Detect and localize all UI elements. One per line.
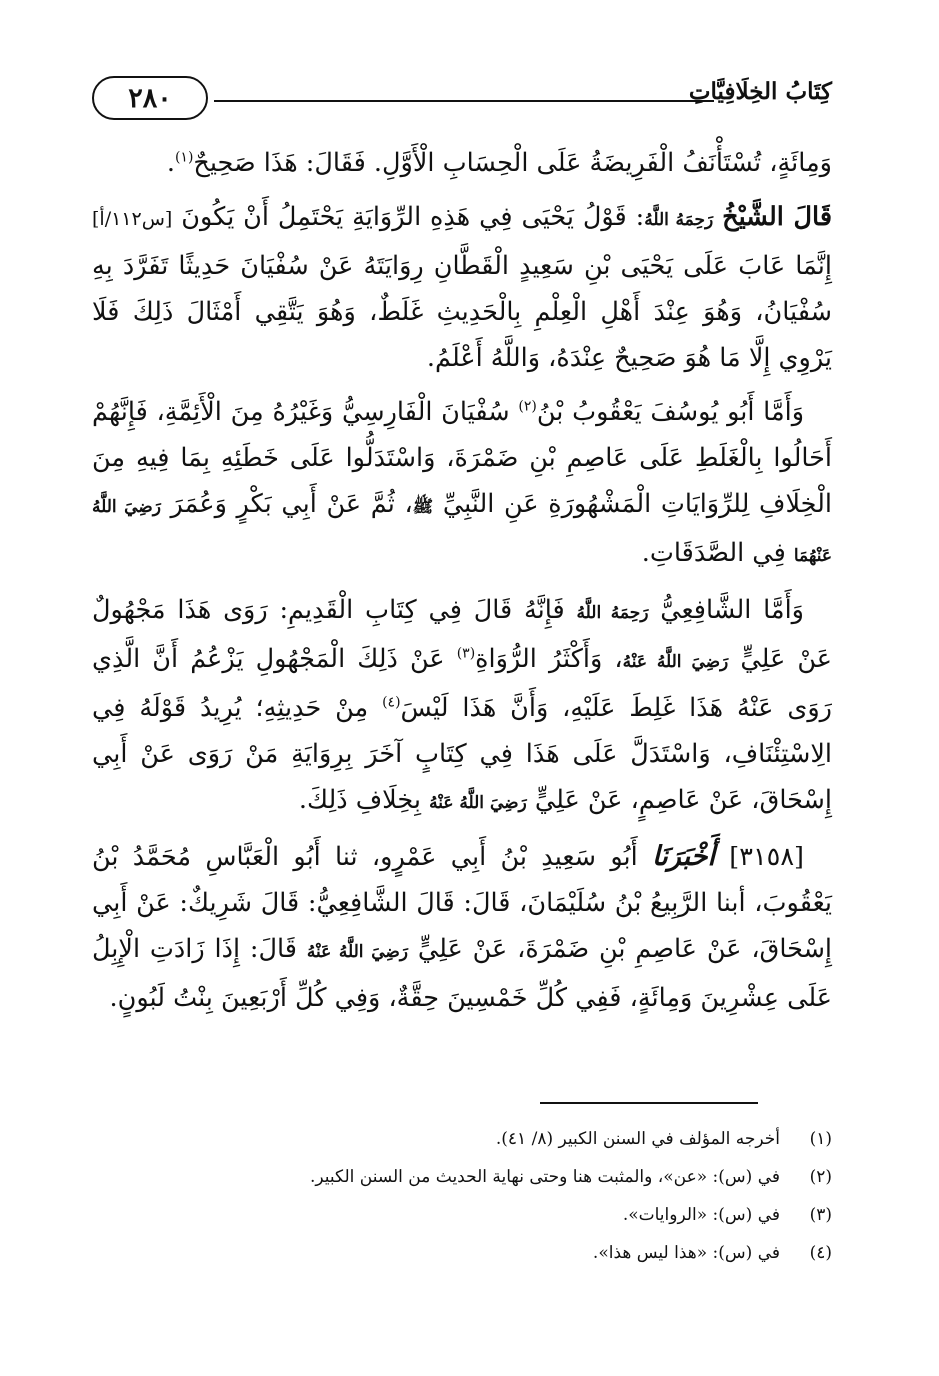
paragraph-3 bbox=[92, 389, 832, 579]
hadith-number: [٣١٥٨] bbox=[729, 842, 804, 872]
paragraph-1 bbox=[92, 140, 832, 186]
footnote-1 bbox=[92, 1120, 832, 1158]
honorific-radiyallahu-anhu: رَضِيَ اللَّهُ عَنْهُ bbox=[622, 652, 729, 672]
honorific-radiyallahu-anhu: رَضِيَ اللَّهُ عَنْهُ bbox=[429, 793, 527, 813]
honorific-rahimahullah: رَحِمَهُ اللَّهُ bbox=[576, 603, 649, 623]
footnote-text: في (س): «الروايات». bbox=[622, 1205, 780, 1225]
p3-text-a: وَأَمَّا أَبُو يُوسُفَ يَعْقُوبُ بْنُ bbox=[536, 397, 805, 427]
p3-text-b: سُفْيَانَ الْفَارِسِيُّ وَغَيْرُهُ مِنَ الْأَئِمَّةِ، فَإِنَّهُمْ أَحَالُوا بِالْغَلَطِ عَلَى عَاصِمِ بْنِ ضَمْرَةَ، وَاسْتَدَلُّوا عَلَى خَطَئِهِ بِمَا فِيهِ مِنَ الْخِلَافِ لِلرِّوَايَاتِ الْمَشْهُورَةِ عَنِ النَّبِيِّ bbox=[92, 397, 832, 519]
honorific-rahimahullah: رَحِمَهُ اللَّهُ bbox=[644, 210, 714, 230]
p4-text-b: فَإِنَّهُ قَالَ فِي كِتَابِ الْقَدِيمِ: رَوَى هَذَا مَجْهُولٌ عَنْ عَلِيٍّ bbox=[92, 595, 833, 674]
p4-text-d: عَنْ ذَلِكَ الْمَجْهُولِ يَزْعُمُ أَنَّ الَّذِي رَوَى عَنْهُ هَذَا غَلِطَ عَلَيْهِ، وَأَنَّ هَذَا لَيْسَ bbox=[92, 644, 832, 723]
footnote-ref-1: (١) bbox=[174, 149, 194, 166]
page-number-badge bbox=[92, 76, 208, 120]
footnote-ref-2: (٢) bbox=[518, 398, 537, 415]
footnote-number: (٢) bbox=[809, 1167, 832, 1187]
akhbarana-word: أَخْبَرَنَا bbox=[652, 841, 715, 872]
p5-text-a: أَبُو سَعِيدِ بْنُ أَبِي عَمْرٍو، ثنا أَبُو الْعَبَّاسِ مُحَمَّدُ بْنُ يَعْقُوبَ، أبنا الرَّبِيعُ بْنُ سُلَيْمَانَ، قَالَ: قَالَ الشَّافِعِيُّ: قَالَ شَرِيكٌ: عَنْ أَبِي إِسْحَاقَ، عَنْ عَاصِمِ بْنِ ضَمْرَةَ، عَنْ عَلِيٍّ bbox=[92, 842, 833, 964]
page-number: ٢٨٠ bbox=[128, 82, 172, 114]
p1-end: . bbox=[166, 148, 175, 178]
p2-lead: قَالَ الشَّيْخُ bbox=[722, 202, 833, 232]
footnote-text: في (س): «عن»، والمثبت هنا وحتى نهاية الحديث من السنن الكبير. bbox=[310, 1167, 780, 1187]
paragraph-2 bbox=[92, 194, 832, 381]
footnotes bbox=[92, 1120, 832, 1272]
footnote-text: في (س): «هذا ليس هذا». bbox=[592, 1243, 780, 1263]
p4-text-f: بِخِلَافِ ذَلِكَ. bbox=[298, 785, 421, 815]
running-header bbox=[92, 70, 832, 126]
footnote-ref-4: (٤) bbox=[382, 694, 401, 711]
p5-text-b: قَالَ: إِذَا زَادَتِ الْإِبِلُ عَلَى عِشْرِينَ وَمِائَةٍ، فَفِي كُلِّ خَمْسِينَ حِقَّةٌ، وَفِي كُلِّ أَرْبَعِينَ بِنْتُ لَبُونٍ. bbox=[92, 934, 832, 1013]
footnote-ref-3: (٣) bbox=[456, 645, 476, 662]
paragraph-4 bbox=[92, 587, 832, 826]
p3-text-d: فِي الصَّدَقَاتِ. bbox=[641, 538, 786, 568]
book-title: كِتَابُ الخِلَافِيَّاتِ bbox=[688, 78, 832, 105]
manuscript-ref: [س١١٢/أ] bbox=[92, 208, 173, 230]
footnote-separator bbox=[540, 1102, 758, 1104]
p4-text-a: وَأَمَّا الشَّافِعِيُّ bbox=[660, 595, 804, 625]
p2-text-b: إِنَّمَا عَابَ عَلَى يَحْيَى بْنِ سَعِيدٍ الْقَطَّانِ رِوَايَتَهُ عَنْ سُفْيَانَ حَدِيثًا تَفَرَّدَ بِهِ سُفْيَانُ، وَهُوَ عِنْدَ أَهْلِ الْعِلْمِ بِالْحَدِيثِ غَلَطٌ، وَهُوَ يَتَّقِي أَمْثَالَ ذَلِكَ فَلَا يَرْوِي إِلَّا مَا هُوَ صَحِيحٌ عِنْدَهُ، وَاللَّهُ أَعْلَمُ. bbox=[92, 251, 832, 373]
p4-text-e: مِنْ حَدِيثِهِ؛ يُرِيدُ قَوْلَهُ فِي الِاسْتِئْنَافِ، وَاسْتَدَلَّ عَلَى هَذَا فِي كِتَابٍ آخَرَ بِرِوَايَةِ مَنْ رَوَى عَنْ أَبِي إِسْحَاقَ، عَنْ عَاصِمٍ، عَنْ عَلِيٍّ bbox=[92, 693, 832, 815]
footnote-number: (٤) bbox=[809, 1243, 832, 1263]
p2-text-a: : قَوْلُ يَحْيَى فِي هَذِهِ الرِّوَايَةِ يَحْتَمِلُ أَنْ يَكُونَ bbox=[181, 202, 645, 232]
footnote-text: أخرجه المؤلف في السنن الكبير (٨/ ٤١). bbox=[495, 1129, 780, 1149]
footnote-number: (١) bbox=[809, 1129, 832, 1149]
footnote-4 bbox=[92, 1234, 832, 1272]
p3-text-c: ، ثُمَّ عَنْ أَبِي بَكْرٍ وَعُمَرَ bbox=[170, 489, 413, 519]
honorific-radiyallahu-anhu: رَضِيَ اللَّهُ عَنْهُ bbox=[306, 942, 409, 962]
paragraph-5-hadith bbox=[92, 834, 832, 1021]
honorific-radiyallahu-anhuma: رَضِيَ اللَّهُ عَنْهُمَا bbox=[92, 497, 832, 566]
main-text bbox=[92, 140, 832, 1029]
p1-text: وَمِائَةٍ، تُسْتَأْنَفُ الْفَرِيضَةُ عَلَى الْحِسَابِ الْأَوَّلِ. فَقَالَ: هَذَا صَحِيحٌ bbox=[193, 148, 832, 178]
footnote-3 bbox=[92, 1196, 832, 1234]
footnote-number: (٣) bbox=[809, 1205, 832, 1225]
p4-text-c: ، وَأَكْثَرُ الرُّوَاةِ bbox=[475, 644, 623, 674]
footnote-2 bbox=[92, 1158, 832, 1196]
honorific-salla: ﷺ bbox=[412, 497, 434, 517]
header-rule bbox=[214, 100, 714, 102]
